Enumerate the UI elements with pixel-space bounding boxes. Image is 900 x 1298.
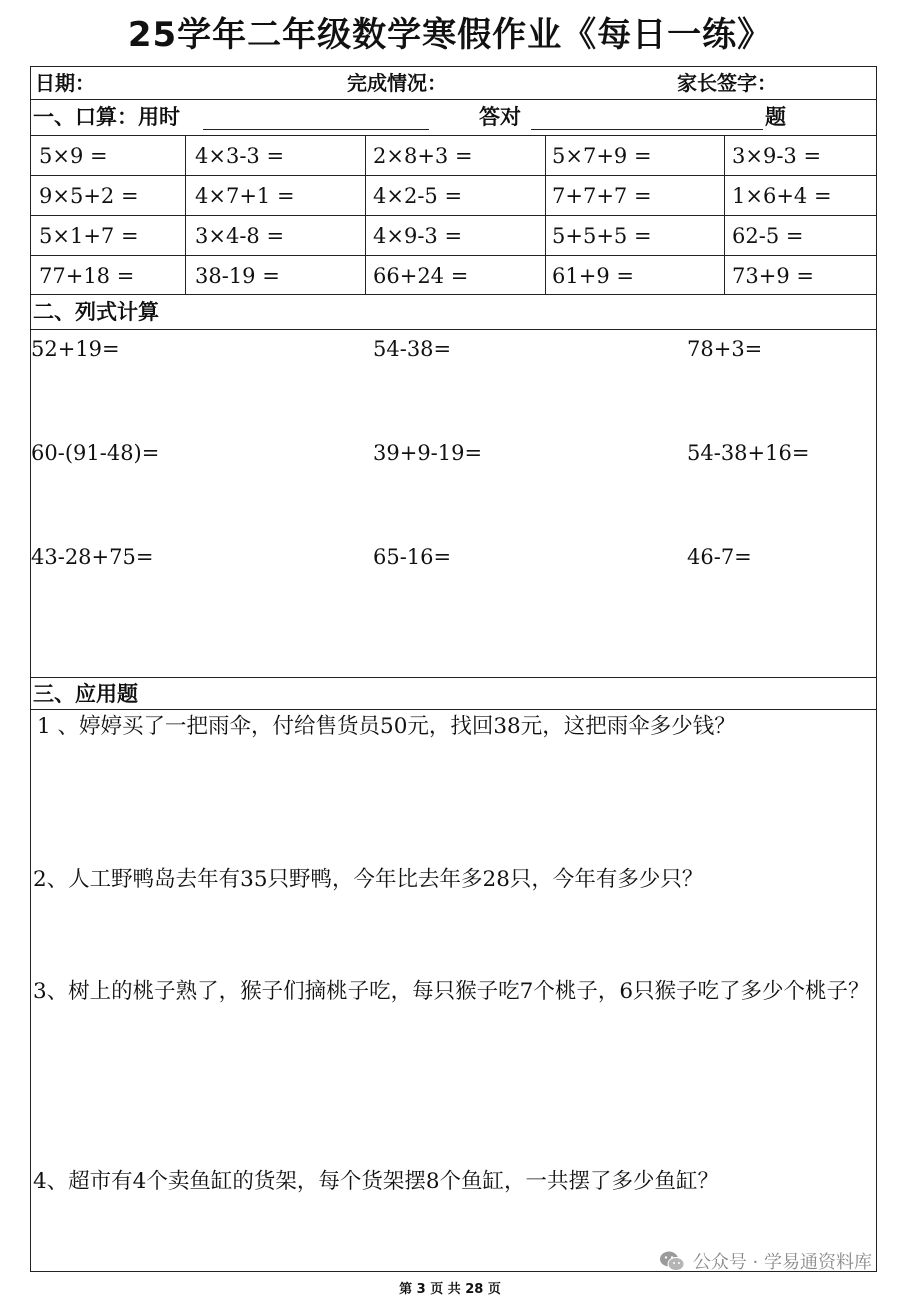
calc-expression: 60-(91-48)= (31, 441, 160, 465)
oral-calc-cell: 4×7+1 = (195, 184, 295, 208)
watermark (659, 1248, 872, 1274)
oral-calc-cell: 77+18 = (39, 264, 135, 288)
oral-calc-cell: 38-19 = (195, 264, 280, 288)
worksheet (30, 66, 877, 1272)
divider (31, 135, 876, 136)
date-label: 日期： (35, 71, 95, 95)
calc-expression: 54-38= (373, 337, 452, 361)
unit-label: 题 (765, 105, 786, 129)
watermark-text: 公众号 · 学易通资料库 (692, 1252, 872, 1273)
calc-expression: 54-38+16= (687, 441, 810, 465)
oral-calc-cell: 5×1+7 = (39, 224, 139, 248)
divider (31, 677, 876, 678)
grid-line (31, 175, 876, 176)
oral-calc-cell: 5×9 = (39, 144, 108, 168)
oral-calc-cell: 66+24 = (373, 264, 469, 288)
oral-calc-cell: 5×7+9 = (552, 144, 652, 168)
oral-calc-cell: 3×9-3 = (732, 144, 822, 168)
grid-line (545, 135, 546, 294)
parent-signature-label: 家长签字： (677, 71, 777, 95)
oral-calc-cell: 7+7+7 = (552, 184, 652, 208)
oral-calc-cell: 4×9-3 = (373, 224, 463, 248)
section2-title: 二、列式计算 (33, 300, 159, 324)
calc-expression: 39+9-19= (373, 441, 483, 465)
oral-calc-cell: 2×8+3 = (373, 144, 473, 168)
correct-blank (531, 105, 763, 130)
page-title: 25学年二年级数学寒假作业《每日一练》 (127, 15, 773, 55)
word-problem: 4、超市有4个卖鱼缸的货架，每个货架摆8个鱼缸，一共摆了多少鱼缸？ (33, 1169, 720, 1194)
divider (31, 99, 876, 100)
grid-line (365, 135, 366, 294)
oral-calc-cell: 73+9 = (732, 264, 814, 288)
correct-label: 答对 (479, 105, 521, 129)
grid-line (185, 135, 186, 294)
section3-title: 三、应用题 (33, 682, 138, 706)
oral-calc-cell: 3×4-8 = (195, 224, 285, 248)
oral-calc-cell: 1×6+4 = (732, 184, 832, 208)
wechat-icon (659, 1250, 685, 1272)
section1-title: 一、口算：用时 (33, 105, 180, 129)
calc-expression: 52+19= (31, 337, 120, 361)
time-blank (203, 105, 429, 130)
calc-expression: 65-16= (373, 545, 452, 569)
completion-label: 完成情况： (347, 71, 447, 95)
word-problem: 3、树上的桃子熟了，猴子们摘桃子吃，每只猴子吃7个桃子，6只猴子吃了多少个桃子？ (33, 979, 870, 1004)
oral-calc-cell: 9×5+2 = (39, 184, 139, 208)
oral-calc-cell: 4×2-5 = (373, 184, 463, 208)
grid-line (724, 135, 725, 294)
calc-expression: 46-7= (687, 545, 752, 569)
page-footer: 第 3 页 共 28 页 (399, 1282, 501, 1297)
oral-calc-cell: 61+9 = (552, 264, 634, 288)
word-problem: 2、人工野鸭岛去年有35只野鸭，今年比去年多28只，今年有多少只？ (33, 867, 704, 892)
oral-calc-cell: 5+5+5 = (552, 224, 652, 248)
calc-expression: 43-28+75= (31, 545, 154, 569)
grid-line (31, 215, 876, 216)
grid-line (31, 255, 876, 256)
calc-expression: 78+3= (687, 337, 763, 361)
oral-calc-cell: 4×3-3 = (195, 144, 285, 168)
word-problem: 1 、婷婷买了一把雨伞，付给售货员50元，找回38元，这把雨伞多少钱？ (37, 714, 736, 739)
divider (31, 329, 876, 330)
oral-calc-cell: 62-5 = (732, 224, 804, 248)
